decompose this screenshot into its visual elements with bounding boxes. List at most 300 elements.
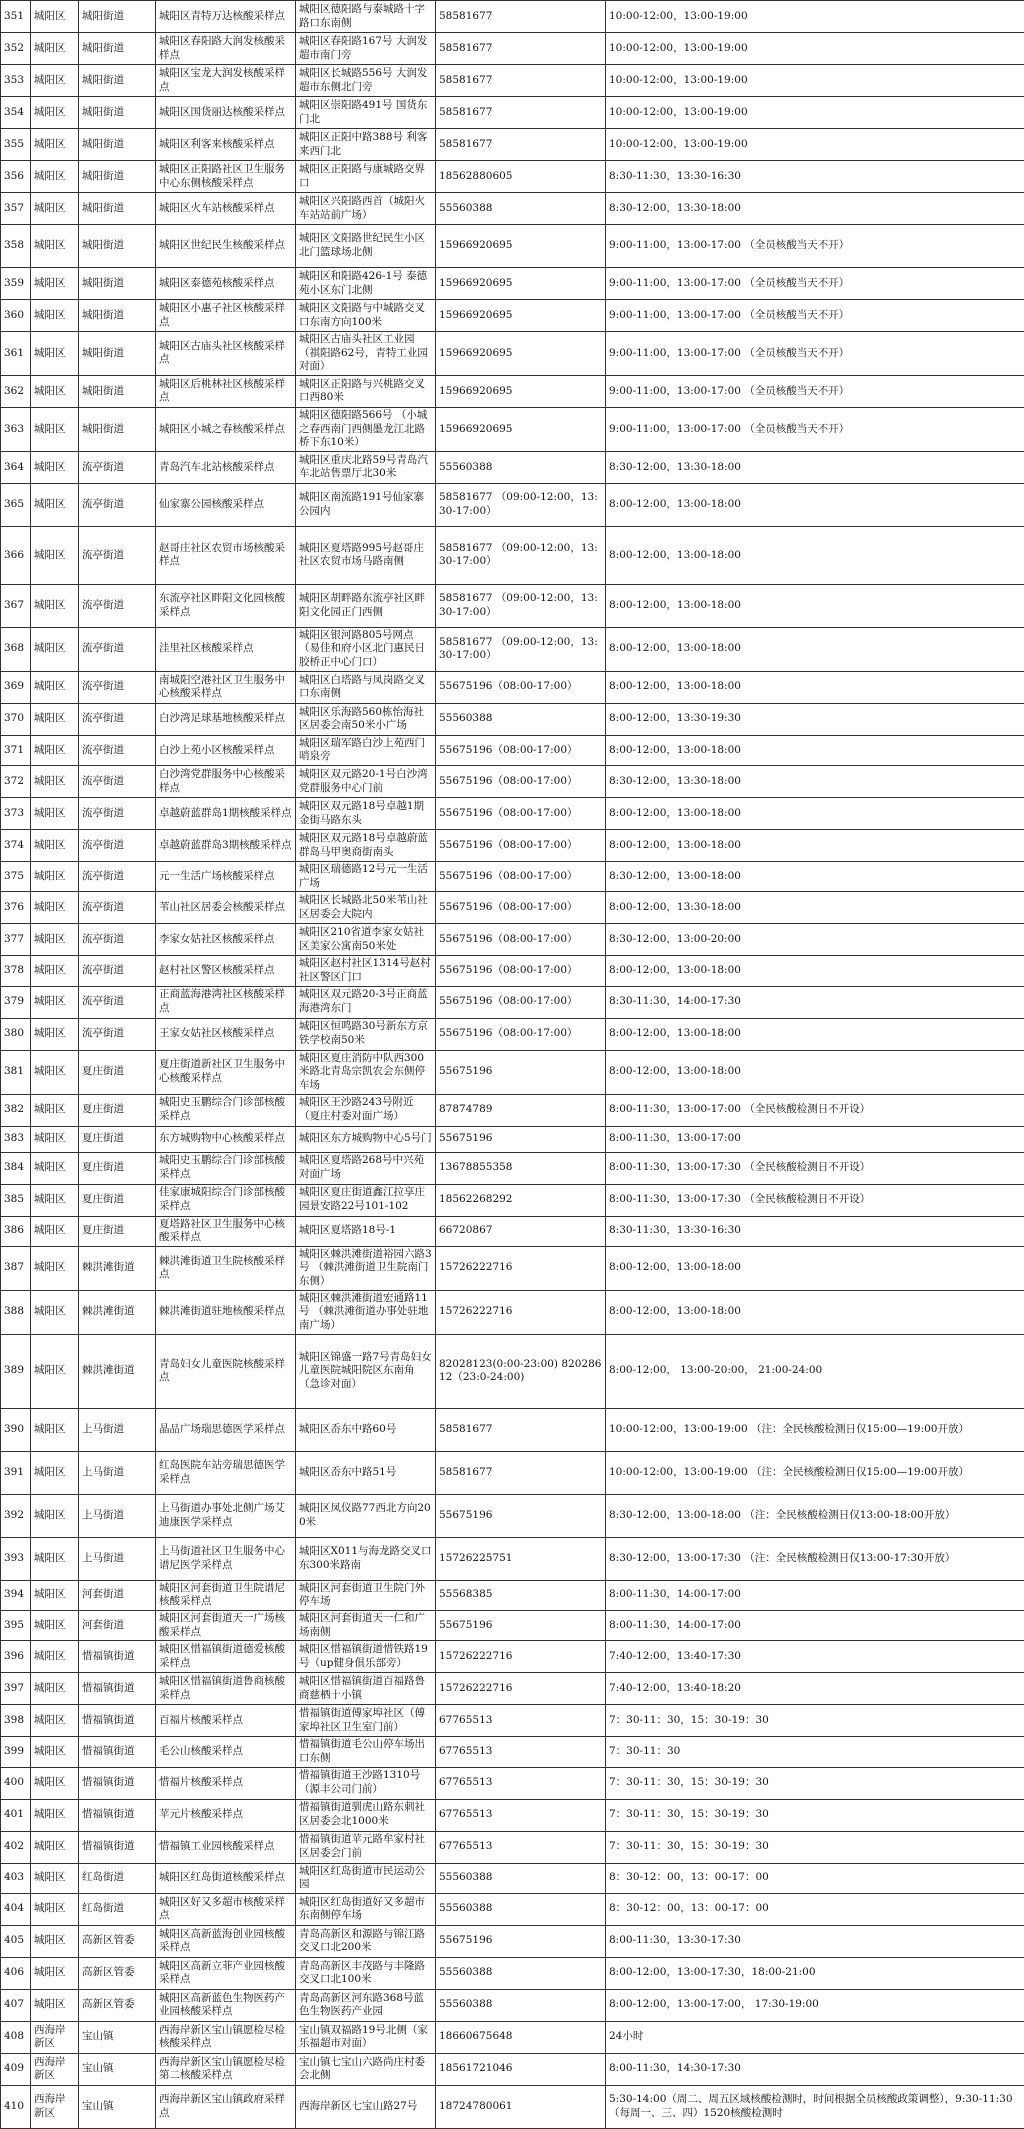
cell-row-number: 370 xyxy=(1,703,31,735)
table-row xyxy=(1,451,1024,483)
cell-hours: 7：30-11：30 xyxy=(606,1737,1024,1767)
cell-district: 城阳区 xyxy=(31,671,79,703)
cell-site-name: 城阳区国货丽达核酸采样点 xyxy=(156,97,296,129)
cell-site-name: 西海岸新区宝山镇政府采样点 xyxy=(156,2085,296,2128)
cell-site-name: 洼里社区核酸采样点 xyxy=(156,627,296,671)
cell-district: 城阳区 xyxy=(31,1094,79,1126)
cell-site-name: 城阳区高新蓝海创业园核酸采样点 xyxy=(156,1925,296,1957)
table-row xyxy=(1,1494,1024,1537)
cell-hours: 8:00-12:00，13:00-18:00 xyxy=(606,735,1024,765)
cell-district: 西海岸新区 xyxy=(31,2085,79,2128)
cell-row-number: 386 xyxy=(1,1216,31,1246)
table-row xyxy=(1,1893,1024,1925)
cell-address: 城阳区胡畔路东流亭社区畔阳文化园正门西侧 xyxy=(296,584,436,627)
cell-site-name: 元一生活广场核酸采样点 xyxy=(156,862,296,892)
cell-phone: 55675196（08:00-17:00） xyxy=(436,766,606,798)
cell-row-number: 358 xyxy=(1,225,31,268)
table-row xyxy=(1,407,1024,451)
cell-district: 城阳区 xyxy=(31,1018,79,1050)
cell-site-name: 城阳区高新蓝色生物医药产业园核酸采样点 xyxy=(156,1989,296,2021)
cell-hours: 9:00-11:00，13:00-17:00 （全员核酸当天不开） xyxy=(606,407,1024,451)
table-row xyxy=(1,526,1024,584)
cell-phone: 58581677 xyxy=(436,33,606,65)
cell-street: 上马街道 xyxy=(79,1408,156,1451)
cell-district: 城阳区 xyxy=(31,225,79,268)
cell-hours: 8:30-12:00，13:30-18:00 xyxy=(606,766,1024,798)
cell-street: 流亭街道 xyxy=(79,703,156,735)
cell-row-number: 360 xyxy=(1,300,31,332)
cell-address: 城阳区双元路18号卓越1期金街马路东头 xyxy=(296,798,436,830)
table-row xyxy=(1,1126,1024,1152)
table-row xyxy=(1,584,1024,627)
cell-row-number: 395 xyxy=(1,1610,31,1640)
cell-address: 城阳区惜福镇街道百福路鲁商慈栖十小镇 xyxy=(296,1673,436,1705)
cell-site-name: 晶品广场瑞思德医学采样点 xyxy=(156,1408,296,1451)
cell-street: 高新区管委 xyxy=(79,1989,156,2021)
cell-district: 城阳区 xyxy=(31,300,79,332)
cell-row-number: 361 xyxy=(1,332,31,376)
cell-address: 惜福镇街道傅家埠社区（傅家埠社区卫生室门前） xyxy=(296,1705,436,1737)
cell-address: 城阳区古庙头社区工业园（祺阳路62号，青特工业园对面） xyxy=(296,332,436,376)
cell-site-name: 白沙湾党群服务中心核酸采样点 xyxy=(156,766,296,798)
cell-district: 城阳区 xyxy=(31,924,79,956)
cell-phone: 55675196（08:00-17:00） xyxy=(436,735,606,765)
cell-hours: 8：30-12：00，13：00-17：00 xyxy=(606,1863,1024,1893)
cell-street: 惜福镇街道 xyxy=(79,1831,156,1863)
table-row xyxy=(1,300,1024,332)
table-row xyxy=(1,627,1024,671)
cell-phone: 67765513 xyxy=(436,1737,606,1767)
cell-site-name: 城阳区河套街道卫生院谱尼核酸采样点 xyxy=(156,1580,296,1610)
cell-district: 城阳区 xyxy=(31,1767,79,1799)
cell-address: 西海岸新区七宝山路27号 xyxy=(296,2085,436,2128)
cell-district: 城阳区 xyxy=(31,1673,79,1705)
cell-district: 城阳区 xyxy=(31,1925,79,1957)
cell-district: 城阳区 xyxy=(31,892,79,924)
cell-district: 城阳区 xyxy=(31,97,79,129)
cell-district: 城阳区 xyxy=(31,1610,79,1640)
cell-row-number: 368 xyxy=(1,627,31,671)
cell-phone: 58581677 xyxy=(436,1408,606,1451)
cell-site-name: 东方城购物中心核酸采样点 xyxy=(156,1126,296,1152)
cell-phone: 58581677 xyxy=(436,97,606,129)
cell-district: 城阳区 xyxy=(31,407,79,451)
table-row xyxy=(1,956,1024,986)
cell-row-number: 397 xyxy=(1,1673,31,1705)
cell-phone: 15726222716 xyxy=(436,1290,606,1334)
cell-phone: 55560388 xyxy=(436,451,606,483)
cell-phone: 15726222716 xyxy=(436,1641,606,1673)
cell-street: 流亭街道 xyxy=(79,956,156,986)
cell-hours: 8:00-11:30，13:30-17:30 xyxy=(606,1925,1024,1957)
cell-address: 惜福镇街道王沙路1310号（源丰公司门前） xyxy=(296,1767,436,1799)
table-row xyxy=(1,1863,1024,1893)
cell-site-name: 城阳区火车站核酸采样点 xyxy=(156,193,296,225)
cell-address: 城阳区正阳路与康城路交界口 xyxy=(296,161,436,193)
cell-row-number: 391 xyxy=(1,1451,31,1494)
cell-address: 城阳区夏庄街道鑫江拉享庄园景安路22号101-102 xyxy=(296,1184,436,1216)
table-row xyxy=(1,65,1024,97)
cell-site-name: 苹元片核酸采样点 xyxy=(156,1799,296,1831)
cell-site-name: 西海岸新区宝山镇愿检尽检第二核酸采样点 xyxy=(156,2053,296,2085)
cell-row-number: 364 xyxy=(1,451,31,483)
cell-phone: 58581677 （09:00-12:00，13:30-17:00） xyxy=(436,526,606,584)
table-row xyxy=(1,97,1024,129)
cell-row-number: 357 xyxy=(1,193,31,225)
cell-hours: 9:00-11:00，13:00-17:00 （全员核酸当天不开） xyxy=(606,332,1024,376)
table-row xyxy=(1,161,1024,193)
table-row xyxy=(1,703,1024,735)
cell-row-number: 376 xyxy=(1,892,31,924)
cell-district: 城阳区 xyxy=(31,1641,79,1673)
cell-hours: 8:00-12:00，13:00-18:00 xyxy=(606,483,1024,526)
cell-district: 城阳区 xyxy=(31,627,79,671)
cell-phone: 15726222716 xyxy=(436,1246,606,1290)
cell-site-name: 上马街道办事处北侧广场艾迪康医学采样点 xyxy=(156,1494,296,1537)
cell-district: 城阳区 xyxy=(31,526,79,584)
cell-district: 城阳区 xyxy=(31,1537,79,1580)
cell-row-number: 403 xyxy=(1,1863,31,1893)
cell-hours: 8:30-11:30，13:30-16:30 xyxy=(606,161,1024,193)
cell-street: 宝山镇 xyxy=(79,2021,156,2053)
cell-hours: 8:30-11:30，13:30-16:30 xyxy=(606,1216,1024,1246)
cell-street: 城阳街道 xyxy=(79,65,156,97)
cell-phone: 55675196（08:00-17:00） xyxy=(436,1018,606,1050)
cell-site-name: 惜福镇工业园核酸采样点 xyxy=(156,1831,296,1863)
cell-hours: 7：30-11：30，15：30-19：30 xyxy=(606,1767,1024,1799)
cell-district: 城阳区 xyxy=(31,986,79,1018)
cell-address: 城阳区德阳路566号 （小城之春西南门西侧墨龙江北路桥下东10米） xyxy=(296,407,436,451)
cell-address: 青岛高新区丰茂路与丰隆路交叉口北100米 xyxy=(296,1957,436,1989)
cell-hours: 9:00-11:00，13:00-17:00 （全员核酸当天不开） xyxy=(606,375,1024,407)
cell-phone: 67765513 xyxy=(436,1767,606,1799)
cell-district: 城阳区 xyxy=(31,862,79,892)
cell-district: 城阳区 xyxy=(31,766,79,798)
cell-address: 城阳区双元路18号卓越蔚蓝群岛马甲奥商街南头 xyxy=(296,830,436,862)
cell-phone: 13678855358 xyxy=(436,1152,606,1184)
cell-site-name: 卓越蔚蓝群岛3期核酸采样点 xyxy=(156,830,296,862)
cell-street: 流亭街道 xyxy=(79,986,156,1018)
cell-street: 上马街道 xyxy=(79,1451,156,1494)
cell-address: 城阳区夏塔路268号中兴苑对面广场 xyxy=(296,1152,436,1184)
cell-hours: 10:00-12:00，13:00-19:00 xyxy=(606,97,1024,129)
cell-hours: 8:00-11:30，13:00-17:30 （全民核酸检测日不开设） xyxy=(606,1184,1024,1216)
cell-phone: 15966920695 xyxy=(436,300,606,332)
cell-district: 城阳区 xyxy=(31,451,79,483)
cell-hours: 8:00-11:30，14:30-17:30 xyxy=(606,2053,1024,2085)
cell-hours: 8:00-12:00，13:00-18:00 xyxy=(606,1018,1024,1050)
cell-row-number: 393 xyxy=(1,1537,31,1580)
cell-phone: 58581677 xyxy=(436,65,606,97)
cell-address: 城阳区棘洪滩街道宏通路11号 （棘洪滩街道办事处驻地南广场） xyxy=(296,1290,436,1334)
cell-street: 城阳街道 xyxy=(79,129,156,161)
cell-phone: 55560388 xyxy=(436,1863,606,1893)
cell-row-number: 373 xyxy=(1,798,31,830)
cell-phone: 55675196（08:00-17:00） xyxy=(436,986,606,1018)
cell-row-number: 398 xyxy=(1,1705,31,1737)
cell-site-name: 红岛医院车站旁瑞思德医学采样点 xyxy=(156,1451,296,1494)
cell-street: 高新区管委 xyxy=(79,1925,156,1957)
cell-phone: 67765513 xyxy=(436,1831,606,1863)
cell-phone: 58581677 （09:00-12:00，13:30-17:00） xyxy=(436,627,606,671)
cell-site-name: 白沙湾足球基地核酸采样点 xyxy=(156,703,296,735)
table-row xyxy=(1,1152,1024,1184)
table-row xyxy=(1,1799,1024,1831)
cell-hours: 8:30-12:00，13:00-18:00 （注：全民核酸检测日仅13:00-18:00开放） xyxy=(606,1494,1024,1537)
cell-district: 城阳区 xyxy=(31,798,79,830)
cell-phone: 15966920695 xyxy=(436,268,606,300)
cell-district: 城阳区 xyxy=(31,332,79,376)
table-row xyxy=(1,1050,1024,1094)
table-row xyxy=(1,1216,1024,1246)
cell-district: 城阳区 xyxy=(31,1126,79,1152)
cell-district: 城阳区 xyxy=(31,1863,79,1893)
cell-hours: 8:00-12:00，13:00-18:00 xyxy=(606,1290,1024,1334)
cell-hours: 8:30-12:00，13:00-18:00 xyxy=(606,862,1024,892)
cell-phone: 55675196（08:00-17:00） xyxy=(436,798,606,830)
cell-street: 流亭街道 xyxy=(79,735,156,765)
cell-phone: 18562880605 xyxy=(436,161,606,193)
cell-street: 宝山镇 xyxy=(79,2085,156,2128)
cell-site-name: 毛公山核酸采样点 xyxy=(156,1737,296,1767)
cell-hours: 8:00-12:00，13:00-17:30，18:00-21:00 xyxy=(606,1957,1024,1989)
cell-hours: 8:00-11:30，13:00-17:30 （全民核酸检测日不开设） xyxy=(606,1152,1024,1184)
cell-phone: 55675196（08:00-17:00） xyxy=(436,862,606,892)
cell-address: 城阳区银河路805号网点（易佳和府小区北门惠民日胶桥正中心门口） xyxy=(296,627,436,671)
cell-street: 夏庄街道 xyxy=(79,1216,156,1246)
table-row xyxy=(1,924,1024,956)
table-row xyxy=(1,1737,1024,1767)
cell-row-number: 408 xyxy=(1,2021,31,2053)
cell-row-number: 377 xyxy=(1,924,31,956)
cell-site-name: 城阳区世纪民生核酸采样点 xyxy=(156,225,296,268)
table-row xyxy=(1,1767,1024,1799)
cell-district: 城阳区 xyxy=(31,1580,79,1610)
cell-site-name: 青岛妇女儿童医院核酸采样点 xyxy=(156,1334,296,1408)
cell-hours: 8:30-11:30，14:00-17:30 xyxy=(606,986,1024,1018)
cell-address: 城阳区夏塔路18号-1 xyxy=(296,1216,436,1246)
cell-row-number: 401 xyxy=(1,1799,31,1831)
cell-phone: 67765513 xyxy=(436,1705,606,1737)
table-row xyxy=(1,375,1024,407)
cell-hours: 8:00-12:00，13:00-18:00 xyxy=(606,956,1024,986)
cell-street: 流亭街道 xyxy=(79,830,156,862)
table-row xyxy=(1,1957,1024,1989)
cell-hours: 8:00-12:00，13:00-18:00 xyxy=(606,671,1024,703)
cell-site-name: 城阳区青特万达核酸采样点 xyxy=(156,1,296,33)
cell-row-number: 399 xyxy=(1,1737,31,1767)
cell-street: 流亭街道 xyxy=(79,483,156,526)
cell-street: 城阳街道 xyxy=(79,97,156,129)
cell-phone: 55568385 xyxy=(436,1580,606,1610)
cell-row-number: 392 xyxy=(1,1494,31,1537)
cell-district: 城阳区 xyxy=(31,1957,79,1989)
cell-street: 城阳街道 xyxy=(79,225,156,268)
table-row xyxy=(1,862,1024,892)
cell-hours: 8:00-11:30，13:00-17:00 （全民核酸检测日不开设） xyxy=(606,1094,1024,1126)
cell-site-name: 赵哥庄社区农贸市场核酸采样点 xyxy=(156,526,296,584)
table-row xyxy=(1,1451,1024,1494)
cell-district: 城阳区 xyxy=(31,830,79,862)
cell-district: 城阳区 xyxy=(31,1451,79,1494)
cell-row-number: 371 xyxy=(1,735,31,765)
cell-address: 青岛高新区和源路与锦江路交叉口北200米 xyxy=(296,1925,436,1957)
cell-hours: 7:40-12:00，13:40-17:30 xyxy=(606,1641,1024,1673)
cell-address: 城阳区瑞军路白沙上苑西门哨泉旁 xyxy=(296,735,436,765)
cell-phone: 55675196 xyxy=(436,1494,606,1537)
cell-site-name: 赵村社区警区核酸采样点 xyxy=(156,956,296,986)
cell-row-number: 394 xyxy=(1,1580,31,1610)
cell-address: 城阳区岙东中路51号 xyxy=(296,1451,436,1494)
table-row xyxy=(1,483,1024,526)
cell-hours: 10:00-12:00，13:00-19:00 xyxy=(606,65,1024,97)
cell-hours: 8:00-11:30，13:00-17:00 xyxy=(606,1126,1024,1152)
cell-district: 城阳区 xyxy=(31,1893,79,1925)
cell-hours: 8：30-12：00，13：00-17：00 xyxy=(606,1893,1024,1925)
cell-address: 城阳区锦盛一路7号青岛妇女儿童医院城阳院区东南角（急诊对面） xyxy=(296,1334,436,1408)
cell-phone: 55560388 xyxy=(436,1989,606,2021)
cell-site-name: 夏庄街道新社区卫生服务中心核酸采样点 xyxy=(156,1050,296,1094)
cell-row-number: 372 xyxy=(1,766,31,798)
cell-district: 城阳区 xyxy=(31,1799,79,1831)
cell-row-number: 369 xyxy=(1,671,31,703)
cell-hours: 8:00-11:30，14:00-17:00 xyxy=(606,1610,1024,1640)
cell-site-name: 东流亭社区畔阳文化园核酸采样点 xyxy=(156,584,296,627)
cell-site-name: 城阳区小城之春核酸采样点 xyxy=(156,407,296,451)
cell-hours: 8:00-12:00，13:00-17:00， 17:30-19:00 xyxy=(606,1989,1024,2021)
cell-phone: 55675196（08:00-17:00） xyxy=(436,830,606,862)
cell-address: 城阳区X011与海龙路交叉口东300米路南 xyxy=(296,1537,436,1580)
cell-address: 惜福镇街道毛公山停车场出口东侧 xyxy=(296,1737,436,1767)
cell-address: 城阳区春阳路167号 大润发超市南门旁 xyxy=(296,33,436,65)
cell-site-name: 南城阳空港社区卫生服务中心核酸采样点 xyxy=(156,671,296,703)
cell-hours: 7：30-11：30，15：30-19：30 xyxy=(606,1831,1024,1863)
cell-address: 城阳区正阳中路388号 利客来西门北 xyxy=(296,129,436,161)
cell-hours: 8:30-12:00，13:00-20:00 xyxy=(606,924,1024,956)
table-row xyxy=(1,1018,1024,1050)
cell-hours: 8:00-12:00，13:00-18:00 xyxy=(606,1050,1024,1094)
cell-address: 惜福镇街道苹元路牟家村社区居委会门前 xyxy=(296,1831,436,1863)
table-row xyxy=(1,2053,1024,2085)
cell-street: 流亭街道 xyxy=(79,798,156,830)
cell-address: 宝山镇双福路19号北侧（家乐福超市对面） xyxy=(296,2021,436,2053)
cell-row-number: 378 xyxy=(1,956,31,986)
table-body xyxy=(1,1,1024,2129)
table-row xyxy=(1,1408,1024,1451)
table-row xyxy=(1,1,1024,33)
cell-phone: 15966920695 xyxy=(436,375,606,407)
cell-site-name: 棘洪滩街道驻地核酸采样点 xyxy=(156,1290,296,1334)
cell-street: 城阳街道 xyxy=(79,300,156,332)
cell-address: 城阳区文阳路与中城路交叉口东南方向100米 xyxy=(296,300,436,332)
cell-street: 棘洪滩街道 xyxy=(79,1246,156,1290)
cell-address: 城阳区正阳路与兴桃路交叉口西80米 xyxy=(296,375,436,407)
cell-address: 城阳区兴阳路西首（城阳火车站站前广场） xyxy=(296,193,436,225)
cell-district: 城阳区 xyxy=(31,483,79,526)
cell-street: 棘洪滩街道 xyxy=(79,1290,156,1334)
cell-phone: 18660675648 xyxy=(436,2021,606,2053)
cell-district: 城阳区 xyxy=(31,1290,79,1334)
cell-district: 城阳区 xyxy=(31,1989,79,2021)
cell-phone: 55560388 xyxy=(436,1957,606,1989)
cell-street: 惜福镇街道 xyxy=(79,1673,156,1705)
cell-site-name: 上马街道社区卫生服务中心谱尼医学采样点 xyxy=(156,1537,296,1580)
cell-phone: 55675196 xyxy=(436,1610,606,1640)
cell-address: 惜福镇街道驯虎山路东刺社区居委会北1000米 xyxy=(296,1799,436,1831)
cell-hours: 8:30-12:00，13:00-17:30 （注：全民核酸检测日仅13:00-17:30开放） xyxy=(606,1537,1024,1580)
cell-district: 城阳区 xyxy=(31,1152,79,1184)
table-row xyxy=(1,1610,1024,1640)
cell-street: 流亭街道 xyxy=(79,862,156,892)
cell-district: 西海岸新区 xyxy=(31,2053,79,2085)
cell-district: 城阳区 xyxy=(31,193,79,225)
cell-site-name: 城阳区红岛街道核酸采样点 xyxy=(156,1863,296,1893)
cell-row-number: 365 xyxy=(1,483,31,526)
cell-street: 流亭街道 xyxy=(79,584,156,627)
cell-district: 城阳区 xyxy=(31,1184,79,1216)
cell-hours: 8:00-12:00，13:00-18:00 xyxy=(606,584,1024,627)
table-row xyxy=(1,1925,1024,1957)
cell-phone: 55675196（08:00-17:00） xyxy=(436,892,606,924)
cell-street: 惜福镇街道 xyxy=(79,1641,156,1673)
cell-street: 夏庄街道 xyxy=(79,1152,156,1184)
cell-street: 夏庄街道 xyxy=(79,1184,156,1216)
cell-phone: 15966920695 xyxy=(436,407,606,451)
cell-district: 西海岸新区 xyxy=(31,2021,79,2053)
cell-address: 城阳区棘洪滩街道裕园六路3号 （棘洪滩街道卫生院南门东侧） xyxy=(296,1246,436,1290)
cell-phone: 55675196（08:00-17:00） xyxy=(436,924,606,956)
cell-hours: 8:00-11:30，14:00-17:00 xyxy=(606,1580,1024,1610)
cell-phone: 18724780061 xyxy=(436,2085,606,2128)
cell-street: 宝山镇 xyxy=(79,2053,156,2085)
cell-row-number: 405 xyxy=(1,1925,31,1957)
cell-phone: 58581677 xyxy=(436,1451,606,1494)
cell-row-number: 351 xyxy=(1,1,31,33)
table-row xyxy=(1,892,1024,924)
cell-site-name: 城阳区高新立菲产业园核酸采样点 xyxy=(156,1957,296,1989)
cell-phone: 15966920695 xyxy=(436,332,606,376)
cell-district: 城阳区 xyxy=(31,1494,79,1537)
cell-row-number: 384 xyxy=(1,1152,31,1184)
table-row xyxy=(1,1673,1024,1705)
cell-hours: 5:30-14:00（周二、周五区域核酸检测时，时间根据全员核酸政策调整），9:30-11:30（每周一、三、四）1520核酸检测时 xyxy=(606,2085,1024,2128)
cell-row-number: 388 xyxy=(1,1290,31,1334)
cell-row-number: 356 xyxy=(1,161,31,193)
cell-street: 城阳街道 xyxy=(79,193,156,225)
cell-street: 流亭街道 xyxy=(79,766,156,798)
cell-site-name: 苇山社区居委会核酸采样点 xyxy=(156,892,296,924)
cell-address: 城阳区长城路北50米苇山社区居委会大院内 xyxy=(296,892,436,924)
cell-site-name: 西海岸新区宝山镇愿检尽检核酸采样点 xyxy=(156,2021,296,2053)
cell-street: 流亭街道 xyxy=(79,1018,156,1050)
cell-street: 夏庄街道 xyxy=(79,1094,156,1126)
cell-phone: 58581677 xyxy=(436,1,606,33)
cell-address: 城阳区德阳路与泰城路十字路口东南侧 xyxy=(296,1,436,33)
cell-site-name: 仙家寨公园核酸采样点 xyxy=(156,483,296,526)
cell-hours: 9:00-11:00，13:00-17:00 （全员核酸当天不开） xyxy=(606,268,1024,300)
cell-street: 红岛街道 xyxy=(79,1863,156,1893)
cell-row-number: 387 xyxy=(1,1246,31,1290)
cell-hours: 8:30-12:00，13:30-18:00 xyxy=(606,451,1024,483)
cell-address: 城阳区南流路191号仙家寨公园内 xyxy=(296,483,436,526)
cell-row-number: 355 xyxy=(1,129,31,161)
cell-hours: 24小时 xyxy=(606,2021,1024,2053)
cell-street: 高新区管委 xyxy=(79,1957,156,1989)
cell-street: 流亭街道 xyxy=(79,924,156,956)
cell-street: 城阳街道 xyxy=(79,268,156,300)
cell-site-name: 城阳区惜福镇街道鲁商核酸采样点 xyxy=(156,1673,296,1705)
cell-hours: 9:00-11:00，13:00-17:00 （全员核酸当天不开） xyxy=(606,300,1024,332)
